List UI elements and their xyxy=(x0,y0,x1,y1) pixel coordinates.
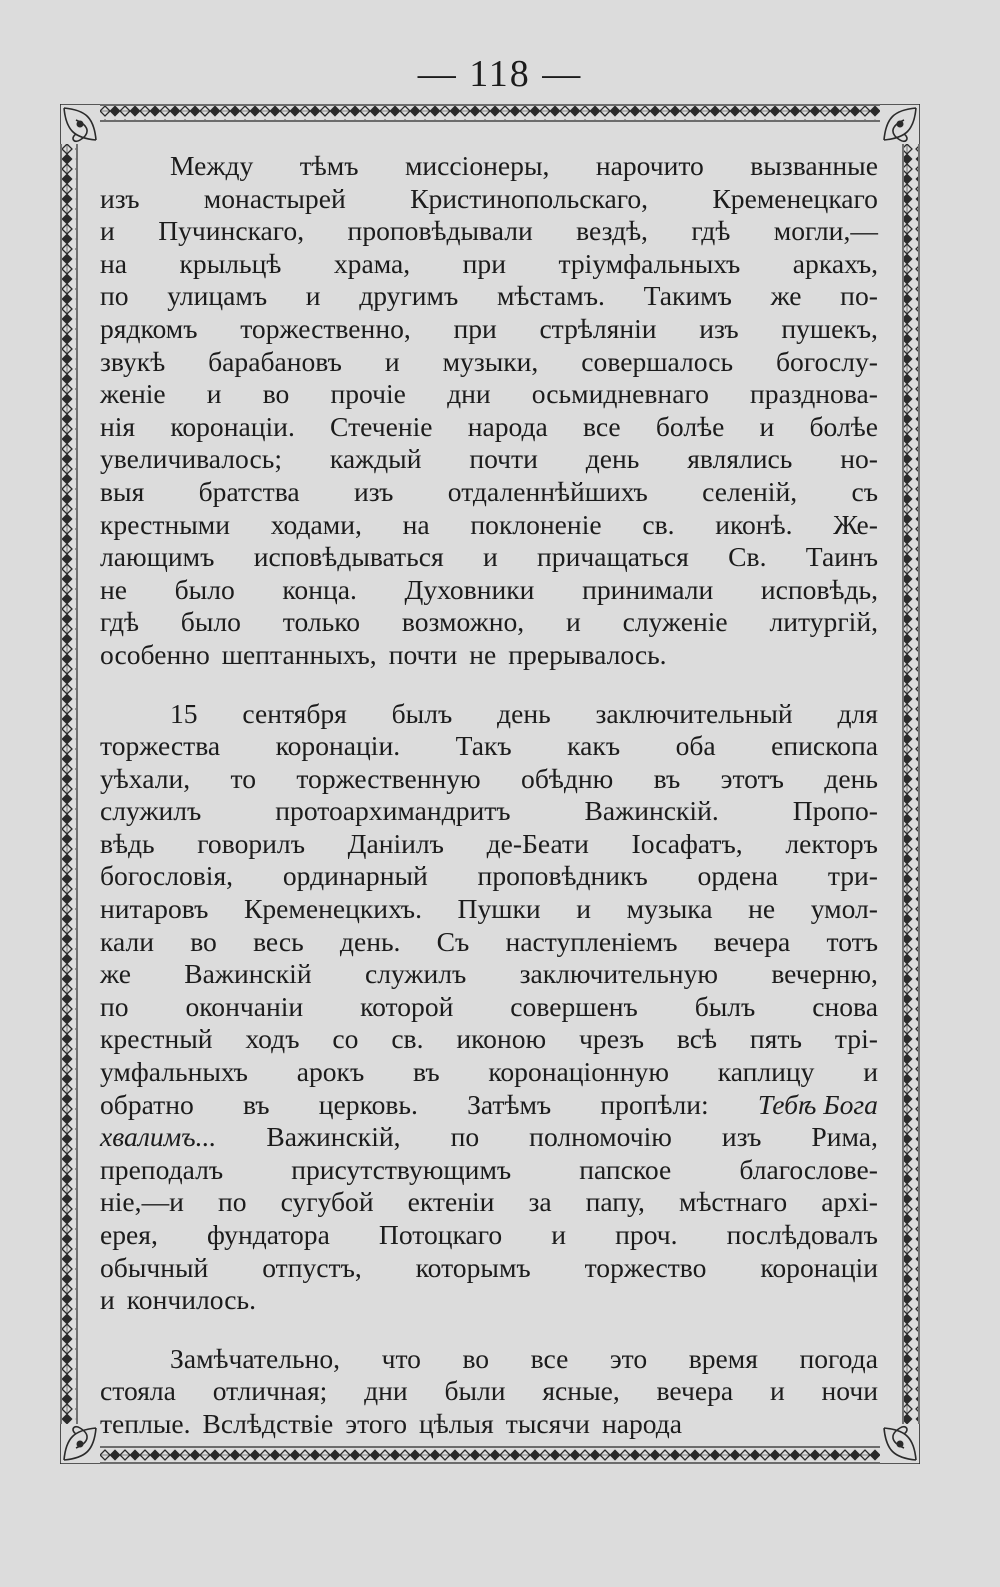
text-line: по улицамъ и другимъ мѣстамъ. Такимъ же по- xyxy=(100,280,878,312)
text-line: служилъ протоархимандритъ Важинскій. Пропо- xyxy=(100,795,878,827)
text-line: крестный ходъ со св. иконою чрезъ всѣ пять трі- xyxy=(100,1023,878,1055)
text-line: и Пучинскаго, проповѣдывали вездѣ, гдѣ могли,— xyxy=(100,215,878,247)
text-line: выя братства изъ отдаленнѣйшихъ селеній, съ xyxy=(100,475,878,507)
text-line: лающимъ исповѣдываться и причащаться Св. Таинъ xyxy=(100,541,878,573)
body-text xyxy=(100,150,878,1441)
text-line: рядкомъ торжественно, при стрѣляніи изъ пушекъ, xyxy=(100,312,878,344)
page-number: — 118 — xyxy=(417,53,583,95)
text-line: ніе,—и по сугубой ектеніи за папу, мѣстнаго архі- xyxy=(100,1186,878,1218)
text-line: богословія, ординарный проповѣдникъ ордена три- xyxy=(100,860,878,892)
text-line: 15 сентября былъ день заключительный для xyxy=(170,697,878,729)
text-line: же Важинскій служилъ заключительную вечерню, xyxy=(100,958,878,990)
text-line: женіе и во прочіе дни осьмидневнаго празднова- xyxy=(100,378,878,410)
paragraph-1 xyxy=(100,150,878,672)
paragraph-2 xyxy=(100,698,878,1317)
text-line: по окончаніи которой совершенъ былъ снова xyxy=(100,990,878,1022)
italic-phrase: Тебѣ Бога xyxy=(757,1088,878,1120)
text-line: обратно въ церковь. Затѣмъ пропѣли: Тебѣ Бога xyxy=(100,1088,878,1120)
text-line: нія коронаціи. Стеченіе народа все болѣе и болѣе xyxy=(100,410,878,442)
text-line: уѣхали, то торжественную обѣдню въ этотъ день xyxy=(100,762,878,794)
text-line: не было конца. Духовники принимали исповѣдь, xyxy=(100,573,878,605)
text-line: гдѣ было только возможно, и служеніе литургій, xyxy=(100,606,878,638)
text-line: обычный отпустъ, которымъ торжество коронаціи xyxy=(100,1251,878,1283)
text-line: Замѣчательно, что во все это время погода xyxy=(170,1342,878,1374)
text-line: увеличивалось; каждый почти день являлись но- xyxy=(100,443,878,475)
text-line: хвалимъ... Важинскій, по полномочію изъ Рима, xyxy=(100,1121,878,1153)
paragraph-3 xyxy=(100,1343,878,1441)
text-line: кали во весь день. Съ наступленіемъ вечера тотъ xyxy=(100,925,878,957)
text-line: изъ монастырей Кристинопольскаго, Кременецкаго xyxy=(100,182,878,214)
text-line: преподалъ присутствующимъ папское благослове- xyxy=(100,1153,878,1185)
text-line: умфальныхъ арокъ въ коронаціонную каплицу и xyxy=(100,1056,878,1088)
text-line: теплые. Вслѣдствіе этого цѣлыя тысячи народа xyxy=(100,1407,683,1439)
text-line: крестными ходами, на поклоненіе св. иконѣ. Же- xyxy=(100,508,878,540)
text-line: на крыльцѣ храма, при тріумфальныхъ аркахъ, xyxy=(100,247,878,279)
text-line: стояла отличная; дни были ясные, вечера и ночи xyxy=(100,1375,878,1407)
text-line: и кончилось. xyxy=(100,1284,256,1316)
text-line: звукѣ барабановъ и музыки, совершалось богослу- xyxy=(100,345,878,377)
text-line: торжества коронаціи. Такъ какъ оба епископа xyxy=(100,730,878,762)
text-line: особенно шептанныхъ, почти не прерывалось. xyxy=(100,638,667,670)
text-line: нитаровъ Кременецкихъ. Пушки и музыка не умол- xyxy=(100,893,878,925)
text-line: Между тѣмъ миссіонеры, нарочито вызванные xyxy=(170,150,878,181)
text-line: вѣдь говорилъ Даніилъ де-Беати Іосафатъ, лекторъ xyxy=(100,827,878,859)
text-line: ерея, фундатора Потоцкаго и проч. послѣдовалъ xyxy=(100,1219,878,1250)
